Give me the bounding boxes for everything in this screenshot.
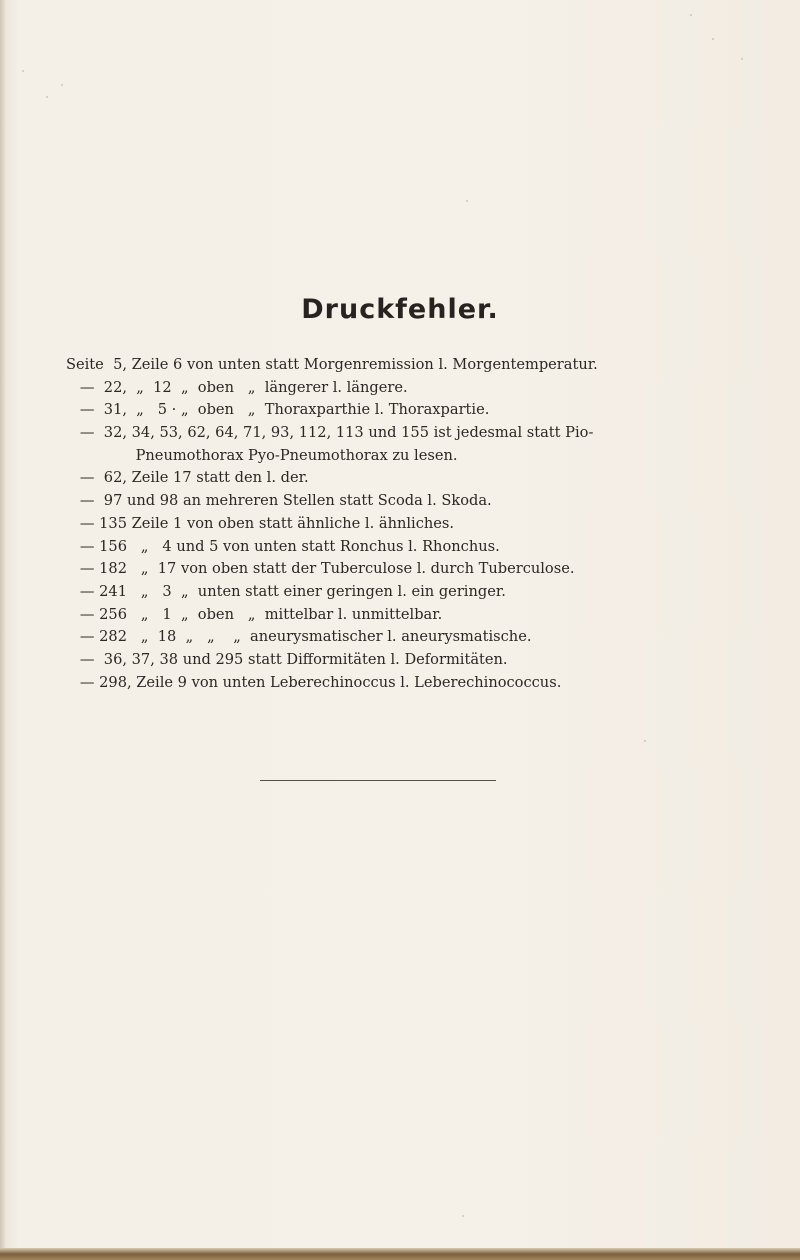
page-left-edge	[0, 0, 6, 1260]
errata-line: — 298, Zeile 9 von unten Leberechinoccus l. Leberechinococcus.	[66, 673, 562, 691]
errata-line: — 241 „ 3 „ unten statt einer geringen l. ein geringer.	[66, 582, 506, 600]
errata-line: — 156 „ 4 und 5 von unten statt Ronchus l. Rhonchus.	[66, 537, 500, 555]
speck	[466, 200, 468, 202]
errata-line: — 36, 37, 38 und 295 statt Difformitäten l. Deformitäten.	[66, 650, 508, 668]
errata-line: — 31, „ 5 · „ oben „ Thoraxparthie l. Thoraxpartie.	[66, 401, 490, 419]
errata-line: — 282 „ 18 „ „ „ aneurysmatischer l. aneurysmatische.	[66, 628, 532, 646]
speck	[61, 84, 63, 86]
errata-line: — 182 „ 17 von oben statt der Tuberculose l. durch Tuberculose.	[66, 560, 575, 578]
speck	[22, 70, 24, 72]
horizontal-rule	[260, 780, 496, 781]
speck	[741, 58, 743, 60]
speck	[462, 1215, 464, 1217]
errata-line: — 97 und 98 an mehreren Stellen statt Scoda l. Skoda.	[66, 492, 492, 510]
speck	[46, 96, 48, 98]
errata-line: Pneumothorax Pyo-Pneumothorax zu lesen.	[66, 446, 458, 464]
speck	[712, 38, 714, 40]
errata-line: — 62, Zeile 17 statt den l. der.	[66, 469, 309, 487]
errata-line: Seite 5, Zeile 6 von unten statt Morgenremission l. Morgentemperatur.	[66, 356, 598, 373]
page-bottom-edge	[0, 1248, 800, 1260]
speck	[644, 740, 646, 742]
errata-line: — 32, 34, 53, 62, 64, 71, 93, 112, 113 und 155 ist jedesmal statt Pio-	[66, 424, 594, 442]
errata-line: — 22, „ 12 „ oben „ längerer l. längere.	[66, 378, 408, 396]
errata-line: — 135 Zeile 1 von oben statt ähnliche l. ähnliches.	[66, 514, 455, 532]
errata-list	[66, 354, 786, 694]
speck	[690, 14, 692, 16]
page-title: Druckfehler.	[301, 294, 499, 326]
errata-line: — 256 „ 1 „ oben „ mittelbar l. unmittelbar.	[66, 605, 443, 623]
